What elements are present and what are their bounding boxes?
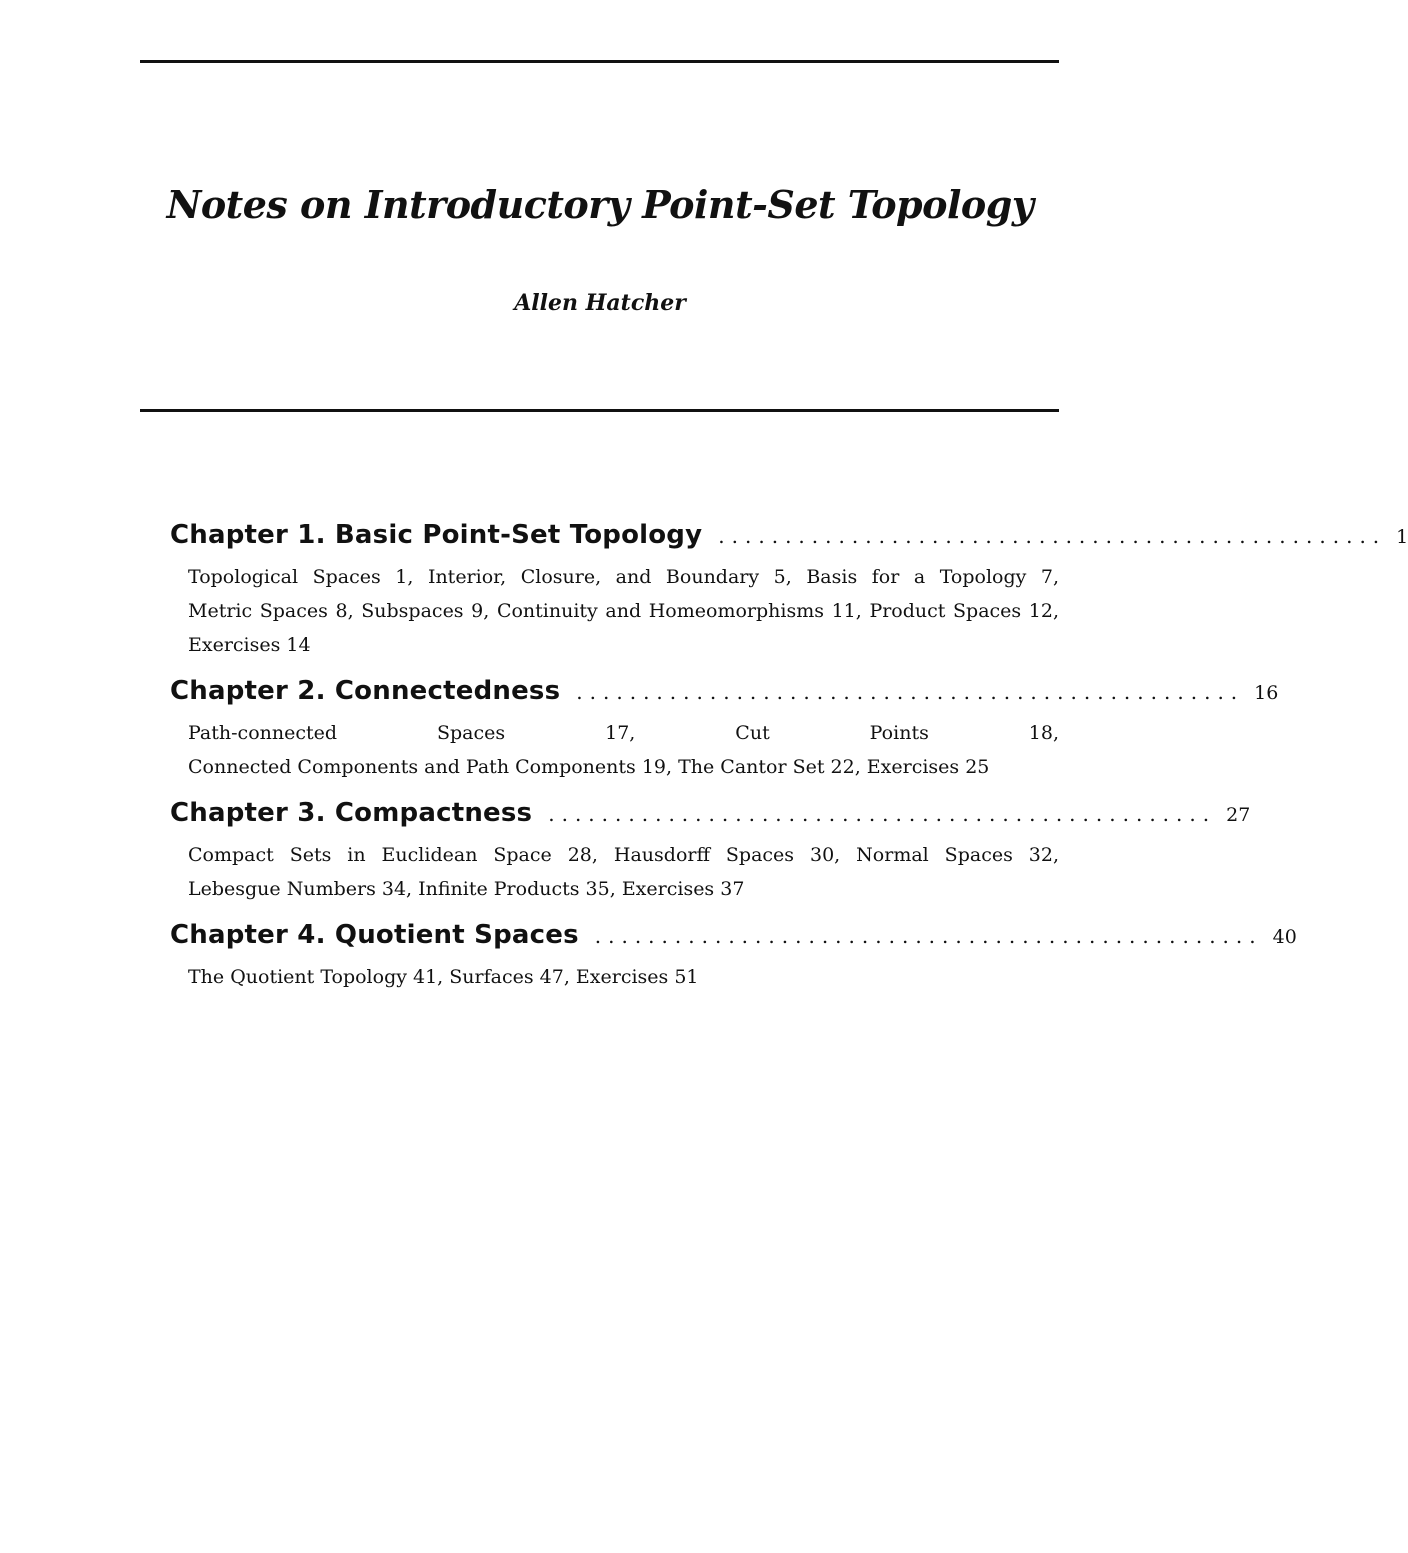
section-entry: Exercises 14 xyxy=(188,634,311,656)
document-title: Notes on Introductory Point-Set Topology xyxy=(166,182,1034,227)
section-entry: Metric Spaces 8, xyxy=(188,600,354,622)
chapter-title: Chapter 1. Basic Point-Set Topology xyxy=(170,520,703,550)
section-entry: The Cantor Set 22, xyxy=(678,756,861,778)
chapter-sections xyxy=(188,560,1059,662)
section-entry: Exercises 51 xyxy=(575,966,699,988)
section-entry: Hausdorff Spaces 30, xyxy=(613,844,841,866)
section-entry: Cut Points 18, xyxy=(735,722,1060,744)
chapter-sections xyxy=(188,716,1059,784)
section-entry: Subspaces 9, xyxy=(361,600,490,622)
section-entry: Infinite Products 35, xyxy=(418,878,616,900)
dot-leader: .................................................. xyxy=(594,924,1263,948)
chapter-title: Chapter 2. Connectedness xyxy=(170,676,561,706)
chapter-title: Chapter 4. Quotient Spaces xyxy=(170,920,579,950)
section-entry: Basis for a Topology 7, xyxy=(806,566,1060,588)
chapter-heading xyxy=(170,920,1297,950)
chapter-page-number: 40 xyxy=(1272,926,1297,948)
section-entry: Interior, Closure, and Boundary 5, xyxy=(427,566,792,588)
section-entry: Path-connected Spaces 17, xyxy=(188,722,636,744)
chapter-sections xyxy=(188,960,1059,994)
toc-chapter-3 xyxy=(170,798,1251,906)
section-entry: Exercises 25 xyxy=(866,756,990,778)
section-entry: Compact Sets in Euclidean Space 28, xyxy=(188,844,598,866)
bottom-rule xyxy=(140,409,1059,412)
section-entry: Surfaces 47, xyxy=(449,966,570,988)
section-entry: Exercises 37 xyxy=(621,878,745,900)
toc-chapter-2 xyxy=(170,676,1279,784)
dot-leader: .................................................. xyxy=(548,802,1217,826)
toc-chapter-4 xyxy=(170,920,1297,994)
section-entry: The Quotient Topology 41, xyxy=(188,966,444,988)
dot-leader: .................................................. xyxy=(718,524,1387,548)
section-entry: Connected Components and Path Components 19, xyxy=(188,756,673,778)
section-entry: Product Spaces 12, xyxy=(869,600,1060,622)
section-entry: Lebesgue Numbers 34, xyxy=(188,878,413,900)
chapter-heading xyxy=(170,676,1279,706)
top-rule xyxy=(140,60,1059,63)
section-entry: Topological Spaces 1, xyxy=(188,566,414,588)
dot-leader: .................................................. xyxy=(576,680,1245,704)
chapter-heading xyxy=(170,798,1251,828)
chapter-page-number: 16 xyxy=(1254,682,1279,704)
document-author: Allen Hatcher xyxy=(514,290,686,316)
chapter-page-number: 1 xyxy=(1396,526,1408,548)
chapter-sections xyxy=(188,838,1059,906)
chapter-heading xyxy=(170,520,1408,550)
toc-chapter-1 xyxy=(170,520,1408,662)
chapter-title: Chapter 3. Compactness xyxy=(170,798,533,828)
table-of-contents xyxy=(170,520,1408,1008)
chapter-page-number: 27 xyxy=(1226,804,1251,826)
section-entry: Normal Spaces 32, xyxy=(856,844,1059,866)
section-entry: Continuity and Homeomorphisms 11, xyxy=(496,600,862,622)
